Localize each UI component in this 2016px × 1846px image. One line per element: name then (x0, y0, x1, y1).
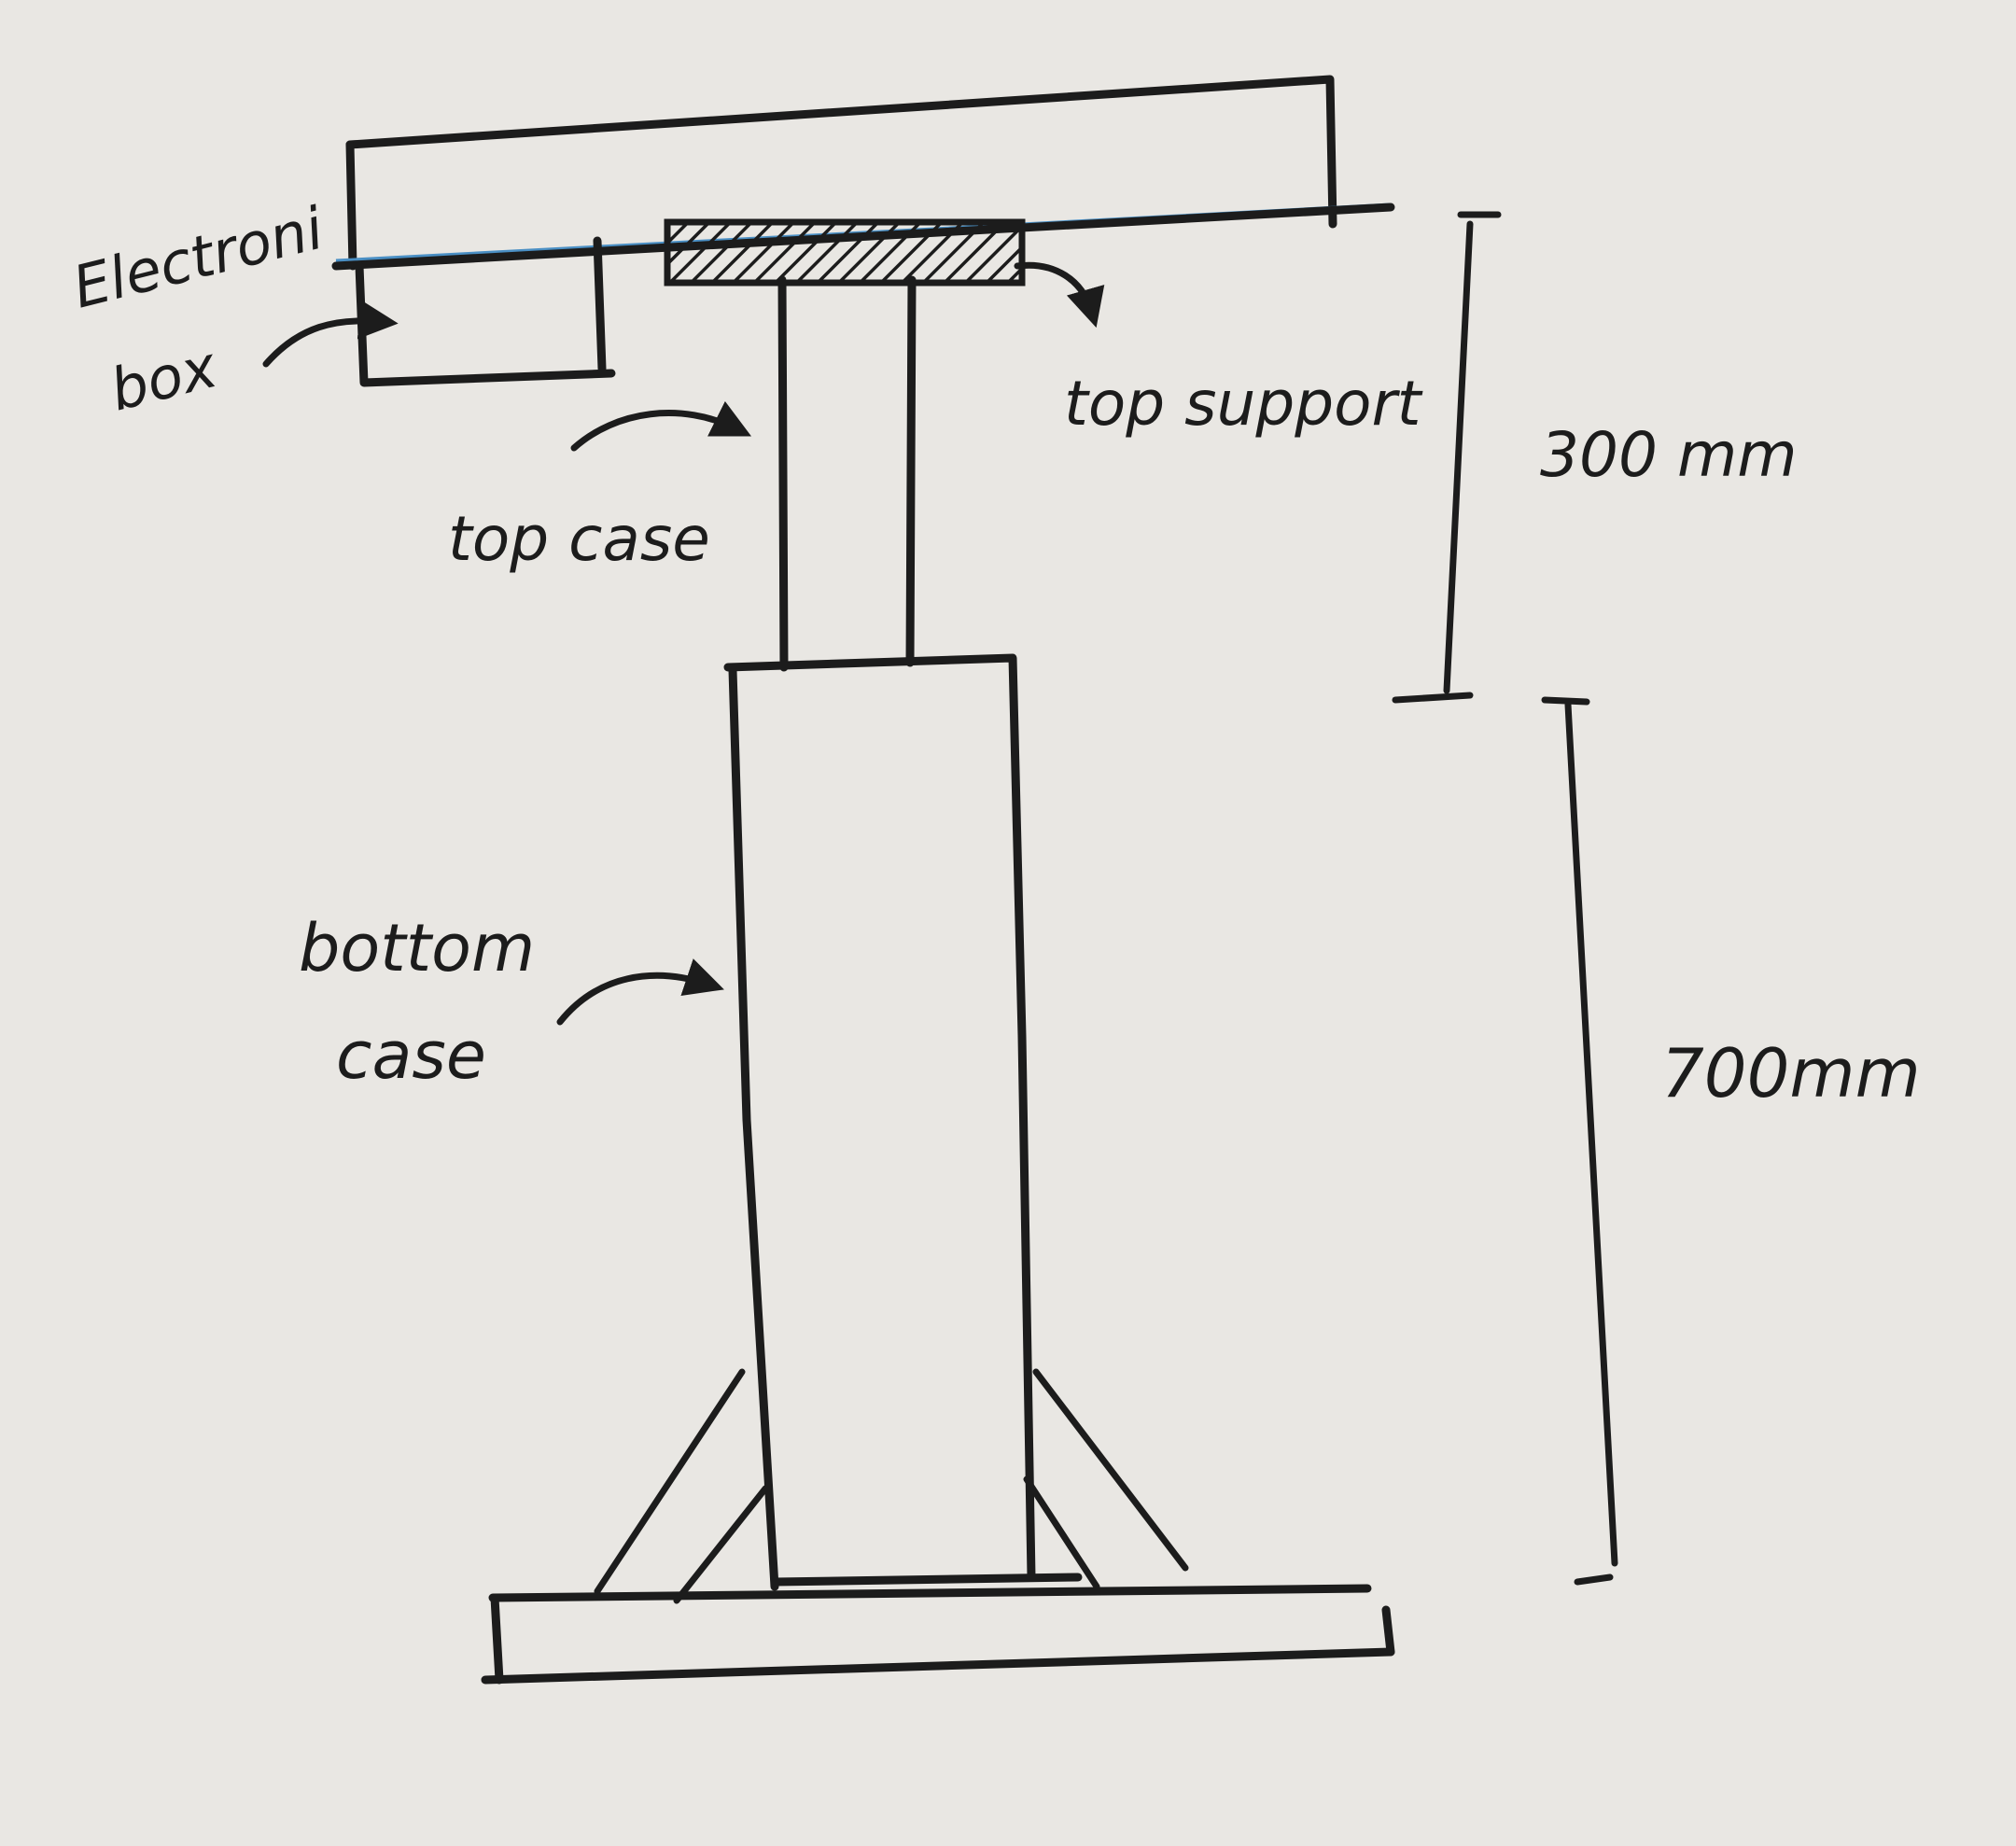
label-dimension-upper: 300 mm (1540, 419, 1798, 491)
dimension-upper (1395, 215, 1498, 700)
base-plate (485, 1588, 1391, 1680)
label-top-support: top support (1064, 368, 1421, 440)
dimension-lower (1545, 700, 1615, 1582)
label-dimension-lower: 700mm (1661, 1034, 1921, 1112)
arrow-top-case (574, 413, 737, 448)
label-bottom-case-line1: bottom (299, 910, 536, 986)
arrow-top-support (1017, 265, 1092, 313)
bottom-case (728, 658, 1078, 1587)
arrow-bottom-case (560, 975, 709, 1022)
label-top-case: top case (448, 503, 710, 575)
top-support (667, 222, 1022, 283)
top-case (782, 280, 912, 667)
label-bottom-case-line2: case (336, 1017, 486, 1094)
label-electronic-box-line1: Electroni (65, 193, 330, 322)
label-electronic-box-line2: box (103, 332, 224, 425)
support-braces (597, 1372, 1185, 1601)
